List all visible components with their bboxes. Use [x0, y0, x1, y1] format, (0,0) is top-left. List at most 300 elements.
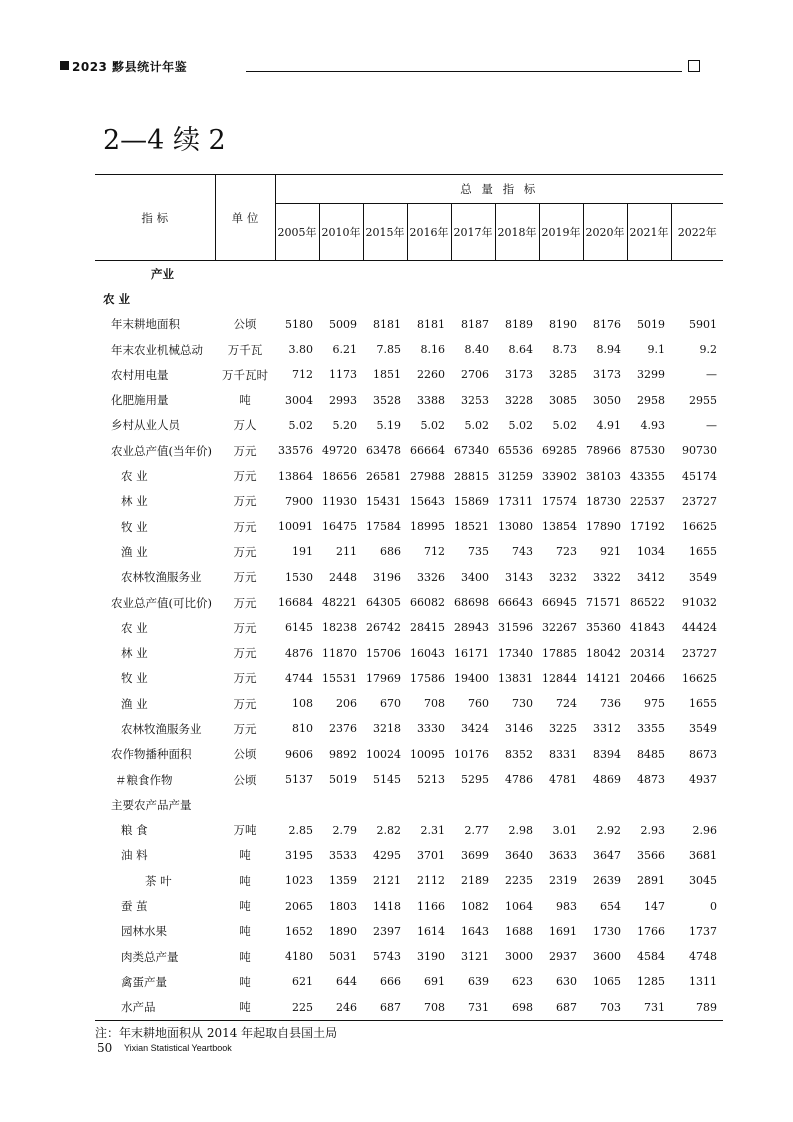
row-label: 农业总产值(当年价) — [111, 443, 212, 458]
value-cell: 17311 — [498, 494, 533, 508]
value-cell: 3699 — [461, 848, 489, 862]
value-cell: 225 — [275, 995, 319, 1021]
value-cell: 5019 — [637, 317, 665, 331]
value-cell: 3228 — [505, 393, 533, 407]
table-head — [95, 175, 723, 261]
value-cell: 66082 — [410, 596, 445, 609]
value-cell: 18238 — [322, 621, 357, 635]
table-row — [95, 666, 723, 691]
value-cell: 743 — [512, 545, 533, 559]
value-cell — [539, 261, 583, 287]
value-cell: 3000 — [505, 950, 533, 964]
value-cell: 16475 — [322, 520, 357, 534]
table-row — [95, 919, 723, 944]
value-cell: 63478 — [366, 444, 401, 458]
row-label: 农 业 — [121, 620, 148, 635]
value-cell: 66945 — [542, 596, 577, 609]
value-cell: 1359 — [329, 874, 357, 888]
year-header: 2021年 — [627, 204, 671, 261]
row-unit — [215, 286, 275, 311]
value-cell: 644 — [336, 975, 357, 989]
table-row — [95, 615, 723, 640]
table-row — [95, 868, 723, 893]
row-label: 主要农产品产量 — [111, 797, 192, 812]
value-cell: 3285 — [549, 368, 577, 382]
value-cell: 730 — [512, 697, 533, 711]
table-row — [95, 691, 723, 716]
value-cell: 5.19 — [376, 418, 401, 432]
row-label: ＃粮食作物 — [115, 772, 173, 787]
value-cell: 15869 — [454, 494, 489, 508]
header-square-icon — [60, 61, 69, 70]
running-header — [60, 60, 700, 74]
value-cell — [583, 286, 627, 311]
value-cell: 246 — [319, 995, 363, 1021]
row-label: 茶 叶 — [145, 873, 172, 888]
value-cell: 3701 — [417, 848, 445, 862]
value-cell: 8181 — [373, 317, 401, 331]
indicator-header: 指 标 — [95, 175, 215, 261]
row-unit: 万千瓦时 — [222, 367, 268, 382]
value-cell: 2891 — [637, 874, 665, 888]
value-cell — [671, 792, 723, 817]
value-cell: 691 — [424, 975, 445, 989]
row-label: 园林水果 — [121, 924, 167, 939]
value-cell: 1766 — [637, 924, 665, 938]
value-cell: 4873 — [637, 773, 665, 787]
value-cell: 69285 — [542, 444, 577, 458]
value-cell: 68698 — [454, 596, 489, 609]
row-label: 水产品 — [95, 995, 215, 1021]
row-label: 油 料 — [121, 848, 148, 863]
value-cell: 2235 — [505, 874, 533, 888]
value-cell: 31596 — [498, 621, 533, 635]
row-unit: 万元 — [233, 519, 257, 534]
value-cell: 1064 — [505, 899, 533, 913]
table-row — [95, 969, 723, 994]
value-cell: 9.2 — [699, 343, 718, 357]
row-label: 年末耕地面积 — [111, 317, 180, 332]
table-row — [95, 413, 723, 438]
value-cell: 35360 — [586, 621, 621, 635]
year-header: 2010年 — [319, 204, 363, 261]
value-cell: 2.77 — [464, 823, 489, 837]
row-label: 农林牧渔服务业 — [121, 721, 202, 736]
row-unit: 万元 — [233, 696, 257, 711]
value-cell: 3.80 — [288, 343, 313, 357]
row-label: 林 业 — [121, 494, 148, 509]
value-cell — [319, 261, 363, 287]
value-cell: 2958 — [637, 393, 665, 407]
value-cell — [319, 286, 363, 311]
value-cell: 703 — [583, 995, 627, 1021]
row-unit: 吨 — [239, 899, 251, 914]
value-cell: 1655 — [689, 545, 718, 559]
value-cell: 983 — [556, 899, 577, 913]
value-cell: 3549 — [689, 570, 718, 584]
year-header: 2015年 — [363, 204, 407, 261]
value-cell — [627, 792, 671, 817]
value-cell: 3330 — [417, 722, 445, 736]
header-rule — [246, 71, 682, 72]
value-cell: 3195 — [285, 848, 313, 862]
value-cell: 723 — [556, 545, 577, 559]
header-box-icon — [688, 60, 700, 72]
value-cell: 13854 — [542, 520, 577, 534]
value-cell: 4584 — [637, 950, 665, 964]
value-cell: 3218 — [373, 722, 401, 736]
value-cell: — — [706, 418, 718, 432]
value-cell: 43355 — [630, 469, 665, 483]
value-cell: 3424 — [461, 722, 489, 736]
year-header: 2005年 — [275, 204, 319, 261]
value-cell: 108 — [292, 697, 313, 711]
value-cell: 71571 — [586, 596, 621, 609]
table-row — [95, 995, 723, 1021]
row-label: 农村用电量 — [111, 367, 169, 382]
row-label: 禽蛋产量 — [121, 974, 167, 989]
value-cell: 3173 — [593, 368, 621, 382]
table-row — [95, 286, 723, 311]
value-cell: 1688 — [505, 924, 533, 938]
value-cell — [363, 792, 407, 817]
value-cell: — — [706, 368, 718, 382]
value-cell: 975 — [644, 697, 665, 711]
table-row — [95, 261, 723, 287]
row-unit: 万元 — [233, 570, 257, 585]
value-cell: 28943 — [454, 621, 489, 635]
value-cell — [539, 286, 583, 311]
value-cell: 3640 — [505, 848, 533, 862]
value-cell: 5.02 — [420, 418, 445, 432]
value-cell: 2397 — [373, 924, 401, 938]
value-cell: 20466 — [630, 671, 665, 685]
header-text: 2023 黟县统计年鉴 — [72, 60, 188, 74]
table-row — [95, 893, 723, 918]
value-cell: 14121 — [586, 671, 621, 685]
value-cell: 7.85 — [376, 343, 401, 357]
row-unit: 吨 — [215, 995, 275, 1021]
value-cell: 3196 — [373, 570, 401, 584]
value-cell: 17885 — [542, 646, 577, 660]
value-cell: 2.79 — [332, 823, 357, 837]
value-cell: 9892 — [329, 747, 357, 761]
value-cell: 4781 — [549, 773, 577, 787]
value-cell: 5180 — [285, 317, 313, 331]
row-unit: 万元 — [233, 620, 257, 635]
table-row — [95, 742, 723, 767]
value-cell: 17584 — [366, 520, 401, 534]
value-cell: 2955 — [689, 393, 718, 407]
value-cell: 90730 — [682, 444, 718, 458]
year-header: 2019年 — [539, 204, 583, 261]
value-cell: 1652 — [285, 924, 313, 938]
value-cell: 1737 — [689, 924, 718, 938]
value-cell: 5.02 — [288, 418, 313, 432]
row-label: 肉类总产量 — [121, 949, 179, 964]
row-label: 渔 业 — [121, 544, 148, 559]
value-cell: 2.98 — [508, 823, 533, 837]
value-cell — [539, 792, 583, 817]
value-cell: 15706 — [366, 646, 401, 660]
value-cell: 2.82 — [376, 823, 401, 837]
value-cell: 6.21 — [332, 343, 357, 357]
value-cell: 2112 — [417, 874, 445, 888]
value-cell: 5137 — [285, 773, 313, 787]
row-unit — [215, 792, 275, 817]
row-label: 粮 食 — [121, 823, 148, 838]
row-unit: 万人 — [233, 418, 257, 433]
value-cell: 5295 — [461, 773, 489, 787]
row-unit: 万元 — [233, 494, 257, 509]
value-cell: 8181 — [417, 317, 445, 331]
value-cell: 687 — [363, 995, 407, 1021]
value-cell: 33902 — [542, 469, 577, 483]
value-cell: 64305 — [366, 596, 401, 609]
value-cell: 3121 — [461, 950, 489, 964]
value-cell: 4786 — [505, 773, 533, 787]
value-cell: 2376 — [329, 722, 357, 736]
year-header: 2020年 — [583, 204, 627, 261]
value-cell: 23727 — [682, 494, 718, 508]
value-cell: 211 — [336, 545, 357, 559]
value-cell — [495, 286, 539, 311]
value-cell: 4.93 — [640, 418, 665, 432]
value-cell: 5.02 — [464, 418, 489, 432]
row-unit: 公顷 — [233, 747, 257, 762]
value-cell: 5.20 — [332, 418, 357, 432]
value-cell: 3400 — [461, 570, 489, 584]
row-label: 渔 业 — [121, 696, 148, 711]
value-cell: 41843 — [630, 621, 665, 635]
value-cell — [319, 792, 363, 817]
value-cell: 789 — [671, 995, 723, 1021]
value-cell: 654 — [600, 899, 621, 913]
value-cell: 11930 — [322, 494, 357, 508]
row-label: 乡村从业人员 — [111, 418, 180, 433]
value-cell: 5743 — [373, 950, 401, 964]
value-cell: 22537 — [630, 494, 665, 508]
value-cell: 8331 — [549, 747, 577, 761]
value-cell: 5.02 — [552, 418, 577, 432]
value-cell: 49720 — [322, 444, 357, 458]
value-cell — [451, 286, 495, 311]
value-cell: 736 — [600, 697, 621, 711]
value-cell: 66664 — [410, 444, 445, 458]
value-cell: 1655 — [689, 697, 718, 711]
value-cell: 3173 — [505, 368, 533, 382]
value-cell: 18995 — [410, 520, 445, 534]
value-cell: 2937 — [549, 950, 577, 964]
value-cell: 26742 — [366, 621, 401, 635]
value-cell: 686 — [380, 545, 401, 559]
value-cell: 12844 — [542, 671, 577, 685]
row-unit: 吨 — [239, 974, 251, 989]
row-unit: 万元 — [233, 646, 257, 661]
value-cell: 2706 — [461, 368, 489, 382]
value-cell: 1065 — [593, 975, 621, 989]
row-label: 化肥施用量 — [111, 393, 169, 408]
value-cell — [583, 261, 627, 287]
value-cell: 1803 — [329, 899, 357, 913]
value-cell: 3412 — [637, 570, 665, 584]
table-row — [95, 767, 723, 792]
value-cell: 3681 — [689, 848, 718, 862]
value-cell: 11870 — [322, 646, 357, 660]
value-cell — [671, 261, 723, 287]
value-cell: 921 — [600, 545, 621, 559]
value-cell: 3633 — [549, 848, 577, 862]
row-label: 农业总产值(可比价) — [111, 595, 212, 610]
value-cell: 2.92 — [596, 823, 621, 837]
row-unit: 万元 — [233, 443, 257, 458]
value-cell: 1530 — [285, 570, 313, 584]
year-header: 2018年 — [495, 204, 539, 261]
value-cell: 17969 — [366, 671, 401, 685]
value-cell: 17574 — [542, 494, 577, 508]
value-cell: 8.94 — [596, 343, 621, 357]
value-cell: 1173 — [329, 368, 357, 382]
value-cell: 8187 — [461, 317, 489, 331]
value-cell: 13831 — [498, 671, 533, 685]
value-cell: 2.85 — [288, 823, 313, 837]
value-cell: 2.93 — [640, 823, 665, 837]
value-cell: 5213 — [417, 773, 445, 787]
value-cell: 8.64 — [508, 343, 533, 357]
value-cell: 3225 — [549, 722, 577, 736]
value-cell: 2.96 — [692, 823, 718, 837]
value-cell: 147 — [644, 899, 665, 913]
value-cell: 15643 — [410, 494, 445, 508]
value-cell: 17192 — [630, 520, 665, 534]
footer-english-title: Yixian Statistical Yeartbook — [124, 1043, 232, 1053]
value-cell: 8.73 — [552, 343, 577, 357]
value-cell: 760 — [468, 697, 489, 711]
table-row — [95, 362, 723, 387]
value-cell: 17890 — [586, 520, 621, 534]
value-cell: 16625 — [682, 520, 718, 534]
value-cell: 1691 — [549, 924, 577, 938]
value-cell: 32267 — [542, 621, 577, 635]
value-cell: 3388 — [417, 393, 445, 407]
value-cell: 8485 — [637, 747, 665, 761]
value-cell: 623 — [512, 975, 533, 989]
value-cell — [627, 286, 671, 311]
value-cell: 1082 — [461, 899, 489, 913]
value-cell: 15431 — [366, 494, 401, 508]
value-cell: 17340 — [498, 646, 533, 660]
value-cell: 10176 — [454, 747, 489, 761]
value-cell: 191 — [292, 545, 313, 559]
value-cell — [363, 286, 407, 311]
value-cell: 3143 — [505, 570, 533, 584]
row-unit: 万元 — [233, 671, 257, 686]
value-cell: 3326 — [417, 570, 445, 584]
table-row — [95, 312, 723, 337]
value-cell: 2260 — [417, 368, 445, 382]
value-cell: 2.31 — [420, 823, 445, 837]
value-cell: 8.16 — [420, 343, 445, 357]
value-cell: 3355 — [637, 722, 665, 736]
value-cell: 3085 — [549, 393, 577, 407]
table-row — [95, 514, 723, 539]
table-row — [95, 640, 723, 665]
value-cell: 7900 — [285, 494, 313, 508]
value-cell: 1166 — [417, 899, 445, 913]
page-title: 2—4 续 2 — [103, 125, 226, 156]
value-cell: 731 — [627, 995, 671, 1021]
value-cell: 67340 — [454, 444, 489, 458]
value-cell: 18656 — [322, 469, 357, 483]
row-unit: 公顷 — [233, 317, 257, 332]
row-unit: 吨 — [239, 924, 251, 939]
row-unit: 万千瓦 — [227, 342, 263, 357]
value-cell: 5009 — [329, 317, 357, 331]
value-cell — [627, 261, 671, 287]
value-cell: 65536 — [498, 444, 533, 458]
value-cell: 27988 — [410, 469, 445, 483]
value-cell: 639 — [468, 975, 489, 989]
value-cell: 3004 — [285, 393, 313, 407]
value-cell: 1730 — [593, 924, 621, 938]
value-cell: 666 — [380, 975, 401, 989]
value-cell: 3045 — [689, 874, 718, 888]
value-cell: 712 — [424, 545, 445, 559]
value-cell: 8394 — [593, 747, 621, 761]
row-unit: 吨 — [239, 393, 251, 408]
value-cell: 2121 — [373, 874, 401, 888]
value-cell: 3312 — [593, 722, 621, 736]
value-cell — [275, 286, 319, 311]
row-unit: 万元 — [233, 595, 257, 610]
value-cell: 3232 — [549, 570, 577, 584]
value-cell: 38103 — [586, 469, 621, 483]
value-cell: 13080 — [498, 520, 533, 534]
value-cell: 20314 — [630, 646, 665, 660]
row-unit: 公顷 — [233, 772, 257, 787]
value-cell — [583, 792, 627, 817]
value-cell: 28415 — [410, 621, 445, 635]
value-cell: 630 — [556, 975, 577, 989]
value-cell: 2189 — [461, 874, 489, 888]
value-cell: 16043 — [410, 646, 445, 660]
row-unit: 万元 — [233, 721, 257, 736]
value-cell: 16171 — [454, 646, 489, 660]
value-cell: 2993 — [329, 393, 357, 407]
row-label: 林 业 — [121, 646, 148, 661]
row-label: 农作物播种面积 — [111, 747, 192, 762]
table-row — [95, 944, 723, 969]
unit-header: 单 位 — [215, 175, 275, 261]
value-cell: 3253 — [461, 393, 489, 407]
row-unit: 万元 — [233, 469, 257, 484]
value-cell: 87530 — [630, 444, 665, 458]
value-cell: 8673 — [689, 747, 718, 761]
value-cell — [495, 792, 539, 817]
value-cell: 2319 — [549, 874, 577, 888]
table-row — [95, 590, 723, 615]
value-cell: 698 — [495, 995, 539, 1021]
value-cell — [275, 261, 319, 287]
value-cell: 8176 — [593, 317, 621, 331]
value-cell: 48221 — [322, 596, 357, 609]
row-label: 蚕 茧 — [121, 899, 148, 914]
value-cell: 33576 — [278, 444, 313, 458]
value-cell: 5019 — [329, 773, 357, 787]
value-cell: 8189 — [505, 317, 533, 331]
table-row — [95, 387, 723, 412]
value-cell: 86522 — [630, 596, 665, 609]
